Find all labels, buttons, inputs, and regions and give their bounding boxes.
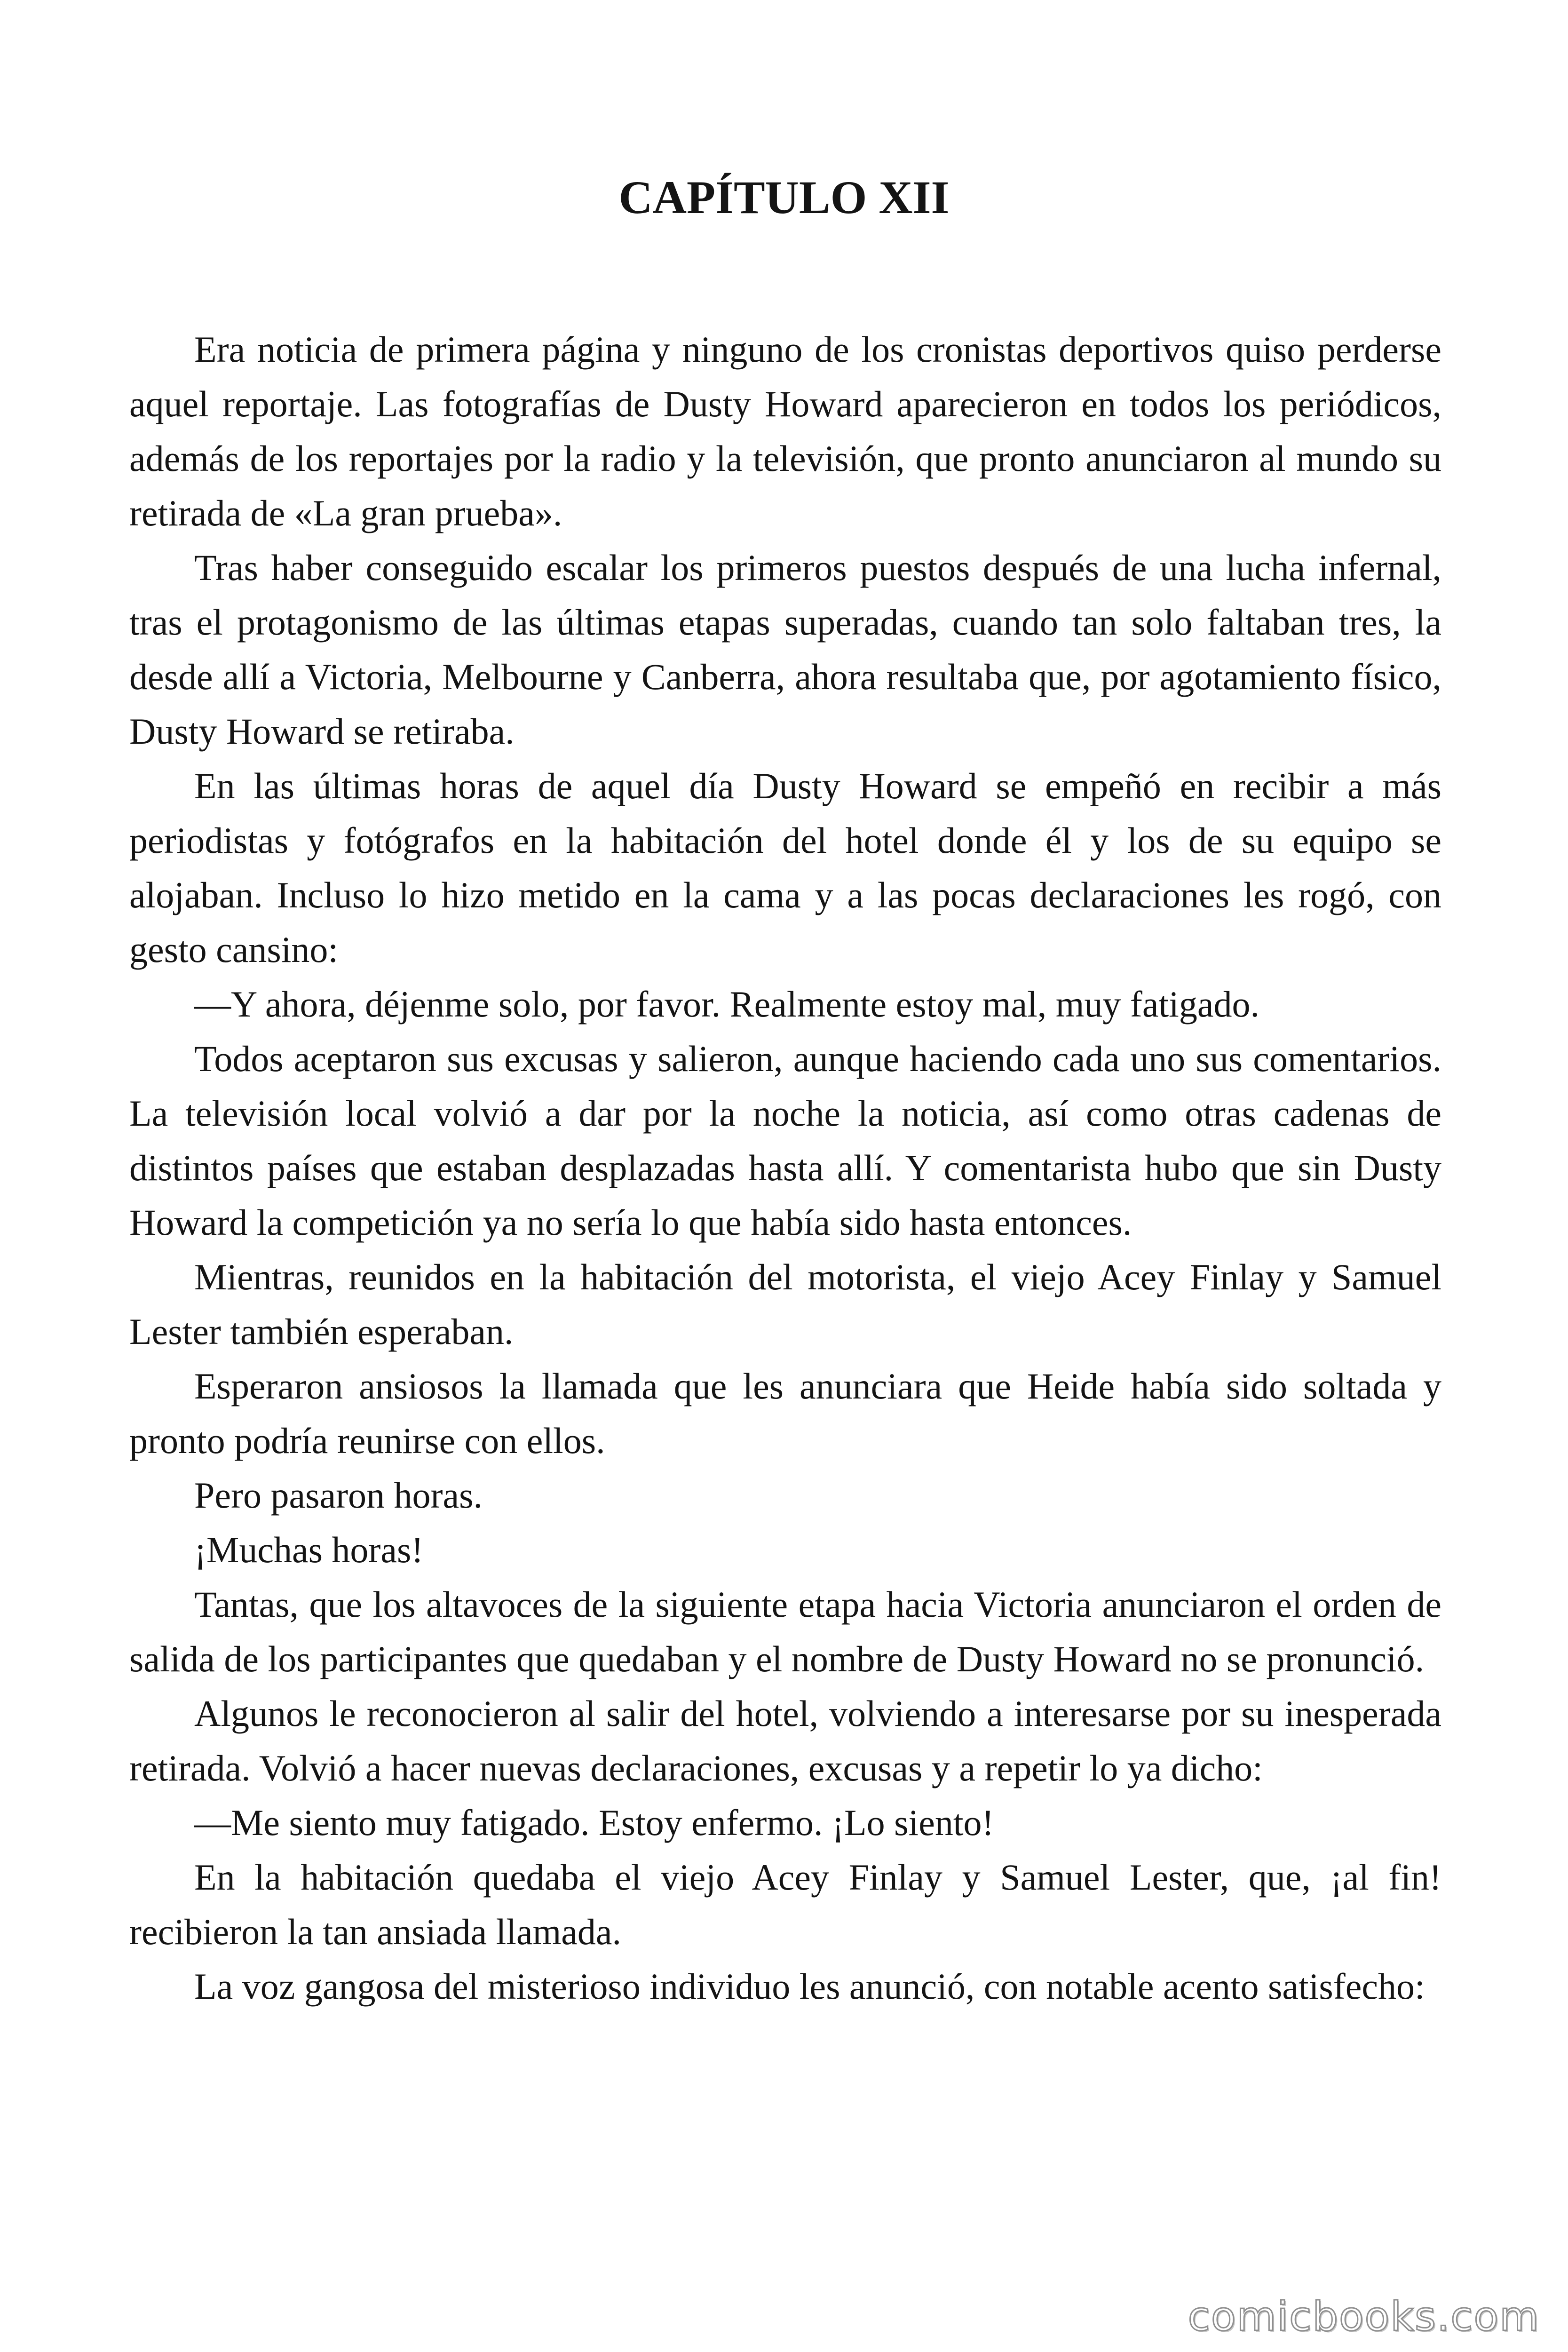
paragraph: En las últimas horas de aquel día Dusty Howard se empeñó en recibir a más periodistas y fotógrafos en la habitación del hotel donde él y los de su equipo se alojaban. Incluso lo hizo metido en la cama y a las pocas declaraciones les rogó, con gesto cansino: xyxy=(129,765,1441,970)
paragraph: La voz gangosa del misterioso individuo les anunció, con notable acento satisfecho: xyxy=(194,1966,1425,2007)
paragraph: Tras haber conseguido escalar los primeros puestos después de una lucha infernal, tras el protagonismo de las últimas etapas superadas, cuando tan solo faltaban tres, la desde allí a Victoria, Melbourne y Canberra, ahora resultaba que, por agotamiento físico, Dusty Howard se retiraba. xyxy=(129,547,1441,752)
paragraph: Tantas, que los altavoces de la siguiente etapa hacia Victoria anunciaron el orden de salida de los participantes que quedaban y el nombre de Dusty Howard no se pronunció. xyxy=(129,1584,1441,1679)
paragraph: ¡Muchas horas! xyxy=(194,1529,424,1570)
paragraph: Algunos le reconocieron al salir del hotel, volviendo a interesarse por su inesperada retirada. Volvió a hacer nuevas declaraciones, excusas y a repetir lo ya dicho: xyxy=(129,1693,1441,1788)
dialogue-paragraph: —Y ahora, déjenme solo, por favor. Realmente estoy mal, muy fatigado. xyxy=(194,984,1259,1025)
paragraph: Todos aceptaron sus excusas y salieron, aunque haciendo cada uno sus comentarios. La televisión local volvió a dar por la noche la noticia, así como otras cadenas de distintos países que estaban desplazadas hasta allí. Y comentarista hubo que sin Dusty Howard la competición ya no sería lo que había sido hasta entonces. xyxy=(129,1038,1441,1243)
paragraph: Mientras, reunidos en la habitación del motorista, el viejo Acey Finlay y Samuel Lester también esperaban. xyxy=(129,1256,1441,1352)
chapter-title: CAPÍTULO XII xyxy=(618,171,950,223)
dialogue-paragraph: —Me siento muy fatigado. Estoy enfermo. ¡Lo siento! xyxy=(194,1802,994,1843)
watermark-logo: comicbooks.com xyxy=(1188,2293,1540,2340)
chapter-body xyxy=(129,322,1441,2014)
paragraph: En la habitación quedaba el viejo Acey Finlay y Samuel Lester, que, ¡al fin! recibieron la tan ansiada llamada. xyxy=(129,1857,1441,1952)
paragraph: Pero pasaron horas. xyxy=(194,1475,483,1516)
paragraph: Era noticia de primera página y ninguno de los cronistas deportivos quiso perderse aquel reportaje. Las fotografías de Dusty Howard aparecieron en todos los periódicos, además de los reportajes por la radio y la televisión, que pronto anunciaron al mundo su retirada de «La gran prueba». xyxy=(129,329,1441,533)
paragraph: Esperaron ansiosos la llamada que les anunciara que Heide había sido soltada y pronto podría reunirse con ellos. xyxy=(129,1366,1441,1461)
